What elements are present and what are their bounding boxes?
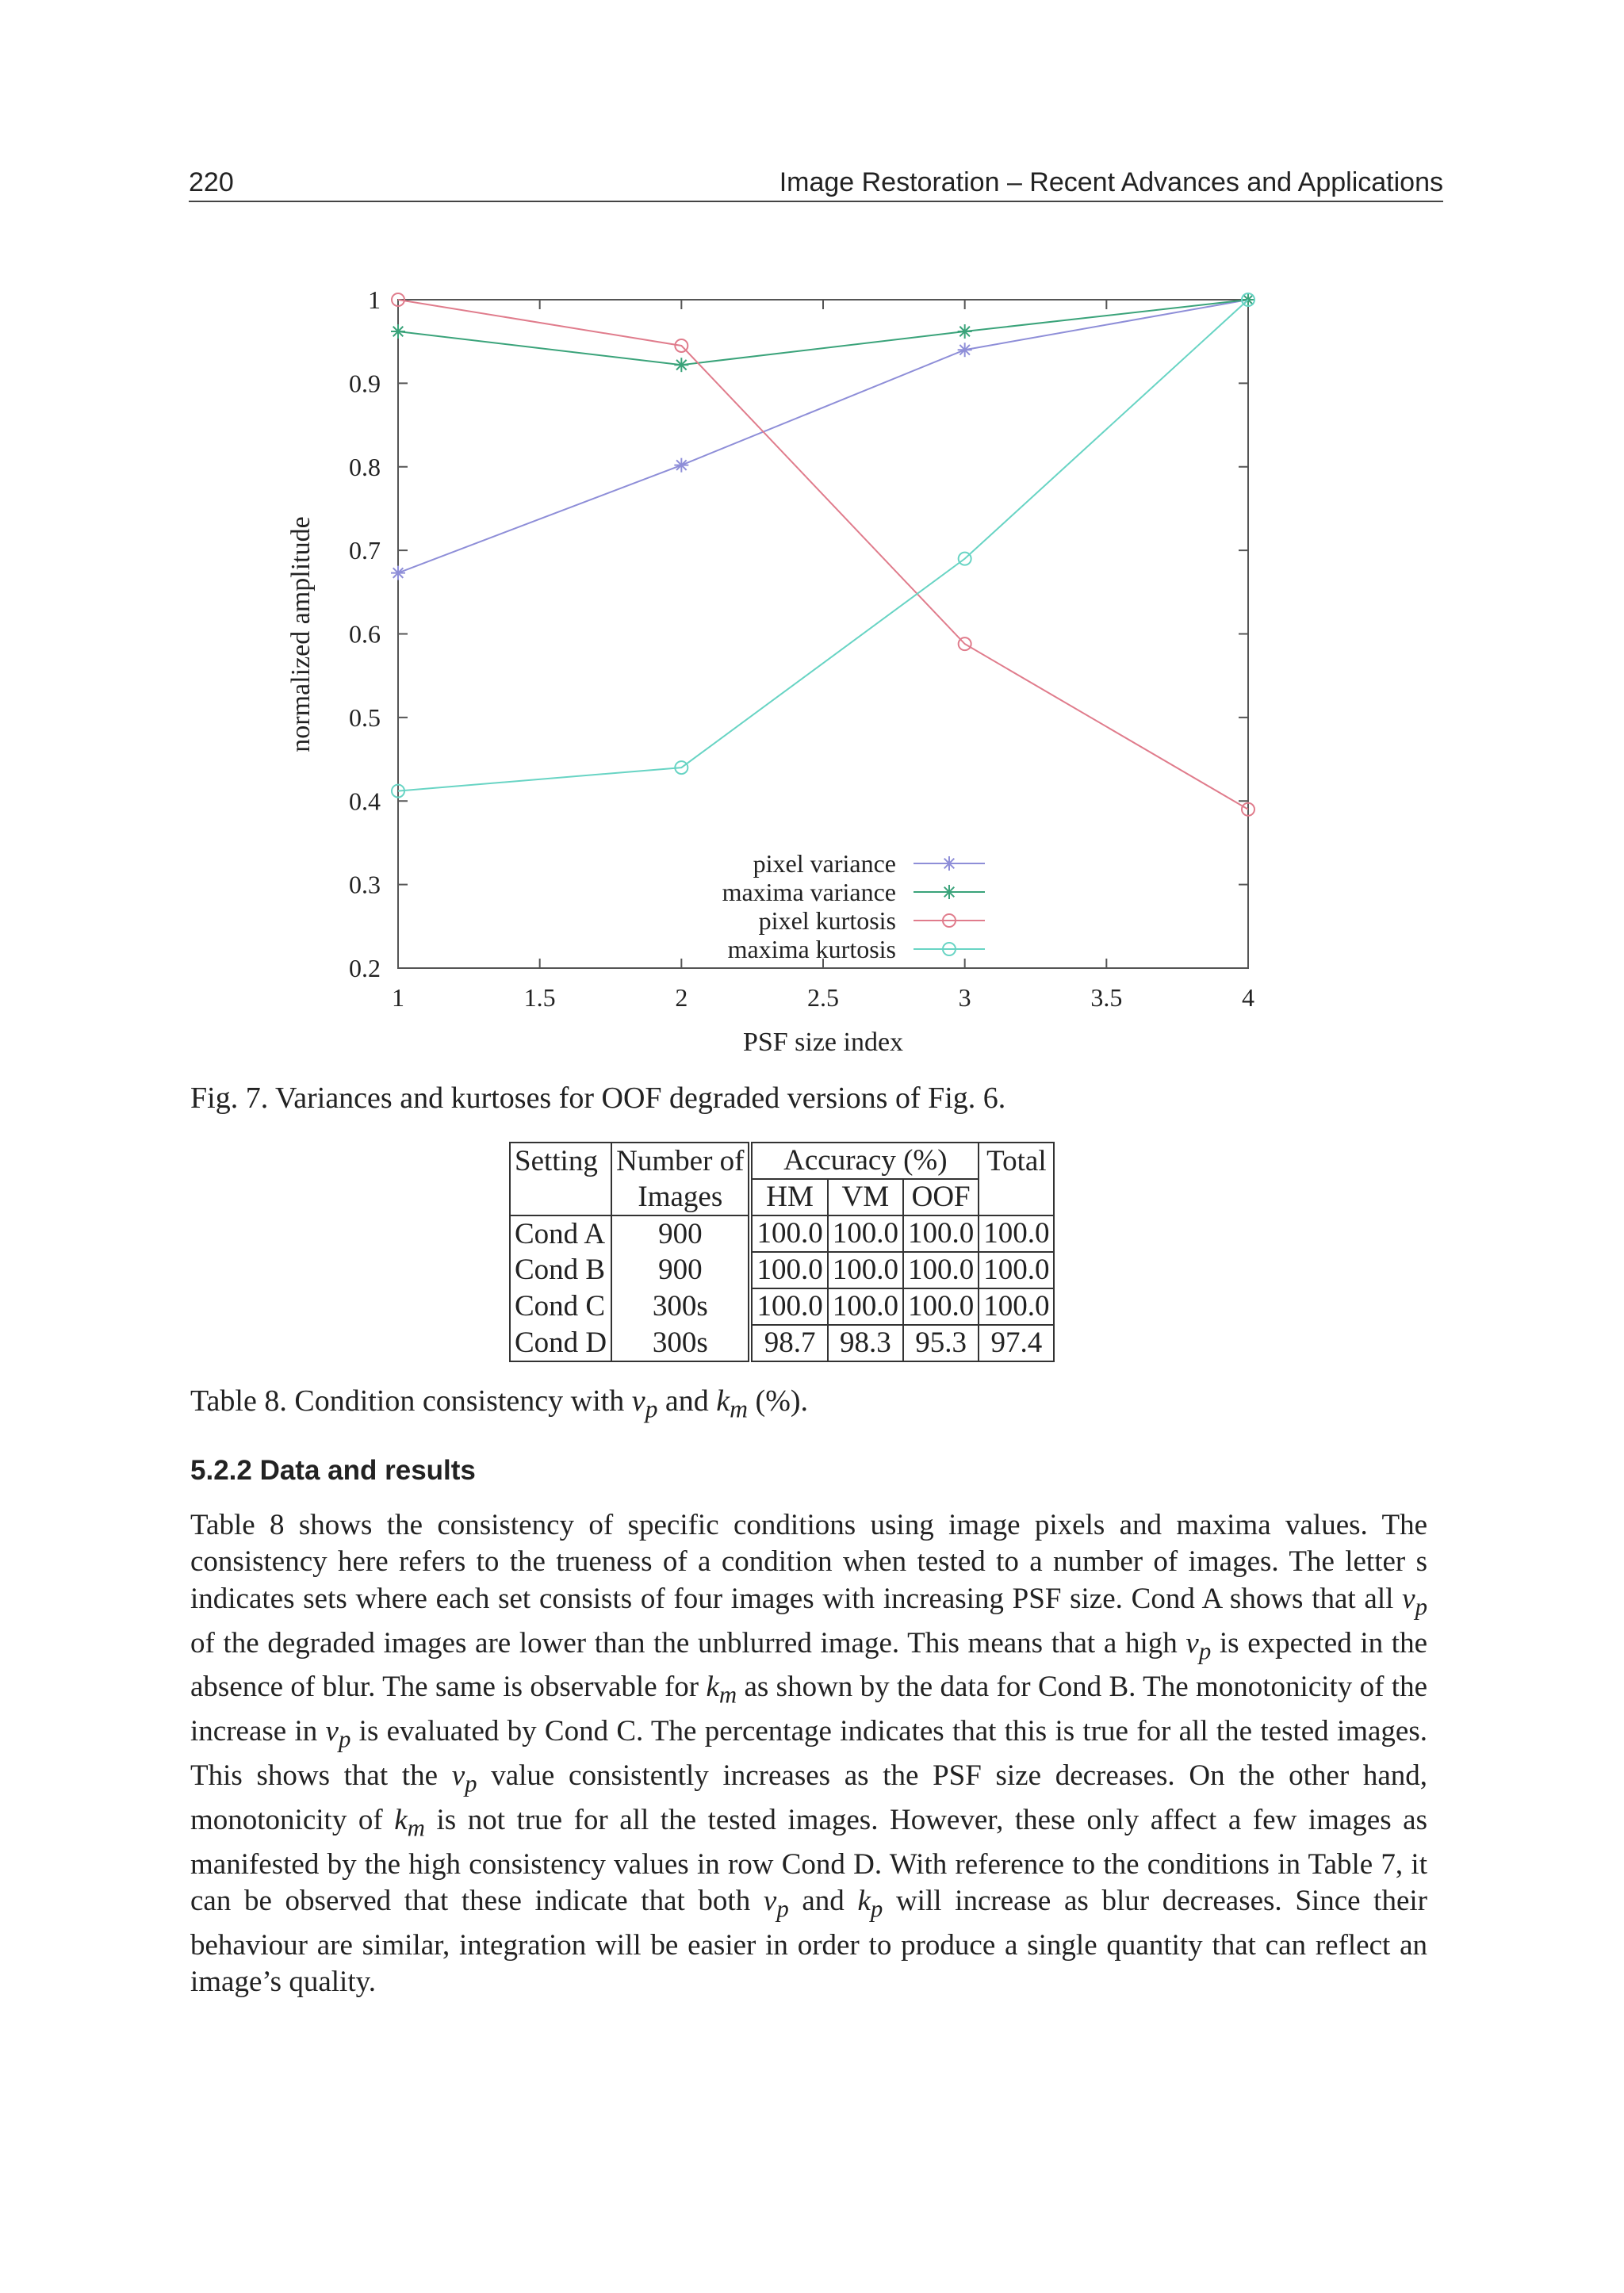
series-line — [398, 300, 1248, 810]
legend-label: maxima kurtosis — [727, 935, 896, 963]
table-row — [510, 1325, 1054, 1361]
sub-m: m — [407, 1814, 425, 1842]
header-accuracy: Accuracy (%) — [750, 1143, 979, 1179]
line-chart — [0, 0, 1624, 1094]
x-tick-label: 3 — [958, 983, 971, 1012]
row-hm: 100.0 — [750, 1288, 827, 1325]
text-run: and — [788, 1885, 858, 1917]
y-axis-label: normalized amplitude — [286, 516, 316, 752]
text-run: value consistently increases as the PSF size decreases. On the other hand, monotonicity of — [190, 1759, 1427, 1836]
text-run: is evaluated by Cond C. The percentage indicates that this is true for all the tested images. This shows that the — [190, 1715, 1427, 1792]
var-v: v — [325, 1715, 339, 1748]
x-tick-label: 2.5 — [807, 983, 839, 1012]
data-point — [942, 856, 956, 871]
header-number-of: Number of — [611, 1143, 750, 1179]
row-oof: 100.0 — [903, 1288, 979, 1325]
table-caption — [190, 1384, 808, 1424]
row-total: 100.0 — [979, 1252, 1054, 1288]
row-hm: 100.0 — [750, 1215, 827, 1252]
x-tick-label: 1.5 — [523, 983, 556, 1012]
body-paragraph — [190, 1507, 1427, 2001]
var-k: k — [857, 1885, 871, 1917]
var-k: k — [706, 1671, 719, 1704]
x-tick-label: 4 — [1242, 983, 1254, 1012]
sub-p: p — [645, 1395, 658, 1423]
y-tick-label: 1 — [368, 285, 381, 314]
results-table — [509, 1142, 1055, 1362]
sub-m: m — [718, 1681, 737, 1709]
row-hm: 100.0 — [750, 1252, 827, 1288]
table-caption-suffix: (%). — [748, 1384, 809, 1418]
row-vm: 100.0 — [828, 1252, 903, 1288]
x-tick-label: 3.5 — [1090, 983, 1123, 1012]
y-tick-label: 0.8 — [349, 452, 381, 481]
data-point — [674, 358, 688, 372]
sub-p: p — [338, 1725, 351, 1753]
text-run: of the degraded images are lower than the unblurred image. This means that a high — [190, 1626, 1186, 1659]
sub-p: p — [1415, 1593, 1427, 1621]
header-hm: HM — [750, 1179, 827, 1215]
row-hm: 98.7 — [750, 1325, 827, 1361]
x-tick-label: 2 — [675, 983, 688, 1012]
legend-label: pixel variance — [753, 849, 896, 878]
legend-label: maxima variance — [722, 878, 896, 906]
header-total-blank — [979, 1179, 1054, 1215]
sub-p: p — [776, 1895, 789, 1923]
page-number: 220 — [189, 167, 234, 197]
data-point — [958, 343, 972, 357]
series-line — [398, 300, 1248, 791]
y-tick-label: 0.2 — [349, 954, 381, 982]
var-v: v — [1185, 1626, 1199, 1659]
text-run: is expected in the absence of blur. The same is observable for — [190, 1626, 1428, 1704]
row-setting: Cond C — [510, 1288, 611, 1325]
header-setting-blank — [510, 1179, 611, 1215]
header-images: Images — [611, 1179, 750, 1215]
y-tick-label: 0.5 — [349, 702, 381, 732]
row-vm: 98.3 — [828, 1325, 903, 1361]
legend-label: pixel kurtosis — [758, 906, 896, 935]
data-point — [942, 885, 956, 899]
text-run: is not true for all the tested images. However, these only affect a few images as manifested by the high consistency values in row Cond D. With reference to the conditions in Table 7, it can be observed that these indicate that both — [190, 1803, 1427, 1917]
header-oof: OOF — [903, 1179, 979, 1215]
chart-legend — [722, 849, 985, 963]
y-tick-label: 0.3 — [349, 870, 381, 899]
series-group — [391, 293, 1255, 816]
row-number: 900 — [611, 1215, 750, 1252]
table-row — [510, 1252, 1054, 1288]
row-number: 900 — [611, 1252, 750, 1288]
var-v: v — [763, 1885, 777, 1917]
table-caption-and: and — [657, 1384, 717, 1418]
header-setting: Setting — [510, 1143, 611, 1179]
row-total: 97.4 — [979, 1325, 1054, 1361]
y-tick-label: 0.7 — [349, 536, 381, 565]
text-run: Table 8 shows the consistency of specific conditions using image pixels and maxima values. The consistency here refers to the trueness of a condition when tested to a number of images. The letter s indicates sets where each set consists of four images with increasing PSF size. Cond A shows that all — [190, 1509, 1427, 1615]
var-v: v — [631, 1384, 645, 1418]
data-point — [391, 566, 405, 580]
data-point — [958, 324, 972, 339]
sub-p: p — [465, 1770, 477, 1797]
row-number: 300s — [611, 1325, 750, 1361]
series-line — [398, 300, 1248, 573]
text-run: will increase as blur decreases. Since their behaviour are similar, integration will be easier in order to produce a single quantity that can reflect an image’s quality. — [190, 1885, 1427, 1999]
table-caption-prefix: Table 8. Condition consistency with — [190, 1384, 632, 1418]
row-total: 100.0 — [979, 1215, 1054, 1252]
header-vm: VM — [828, 1179, 903, 1215]
row-oof: 100.0 — [903, 1215, 979, 1252]
x-tick-label: 1 — [392, 983, 404, 1012]
table-row — [510, 1215, 1054, 1252]
row-setting: Cond A — [510, 1215, 611, 1252]
row-oof: 95.3 — [903, 1325, 979, 1361]
row-setting: Cond B — [510, 1252, 611, 1288]
x-axis-label: PSF size index — [742, 1028, 904, 1057]
y-tick-label: 0.4 — [349, 787, 381, 816]
figure-caption: Fig. 7. Variances and kurtoses for OOF degraded versions of Fig. 6. — [190, 1081, 1006, 1115]
row-oof: 100.0 — [903, 1252, 979, 1288]
sub-m: m — [730, 1395, 749, 1423]
row-number: 300s — [611, 1288, 750, 1325]
series-line — [398, 300, 1248, 365]
var-k: k — [716, 1384, 730, 1418]
row-total: 100.0 — [979, 1288, 1054, 1325]
y-tick-label: 0.9 — [349, 369, 381, 398]
sub-p: p — [870, 1895, 883, 1923]
var-k: k — [394, 1803, 408, 1836]
row-setting: Cond D — [510, 1325, 611, 1361]
var-v: v — [1402, 1582, 1415, 1615]
header-total: Total — [979, 1143, 1054, 1179]
text-run: as shown by the data for Cond B. The monotonicity of the increase in — [190, 1671, 1428, 1748]
sub-p: p — [1198, 1637, 1212, 1664]
table-row — [510, 1288, 1054, 1325]
data-point — [674, 458, 688, 473]
var-v: v — [451, 1759, 465, 1792]
row-vm: 100.0 — [828, 1215, 903, 1252]
section-title: 5.2.2 Data and results — [190, 1455, 476, 1486]
data-point — [391, 324, 405, 339]
y-tick-label: 0.6 — [349, 619, 381, 649]
running-title: Image Restoration – Recent Advances and Applications — [779, 167, 1443, 197]
row-vm: 100.0 — [828, 1288, 903, 1325]
